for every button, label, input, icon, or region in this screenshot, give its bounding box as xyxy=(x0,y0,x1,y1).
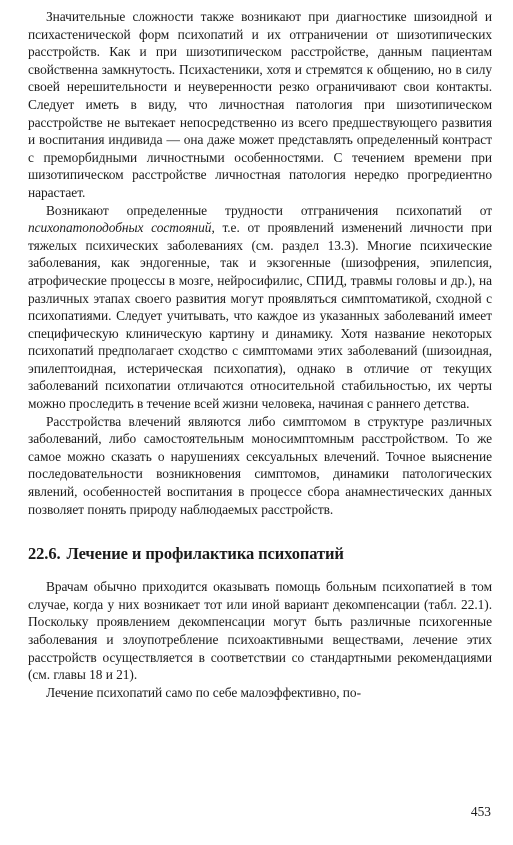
paragraph-text-start: Возникают определенные трудности отграничения психопатий от xyxy=(46,202,492,218)
page-number: 453 xyxy=(470,804,491,819)
book-page xyxy=(28,8,492,701)
paragraph-schizoid-differential: Значительные сложности также возникают при диагностике шизоидной и психастенической форм психопатий и их отграничении от шизотипических расстройств. Как и при шизотипическом расстройстве, данным пациентам свойственна замкнутость. Психастеники, хотя и стремятся к общению, но в силу своей нерешительности и неуверенности резко ограничивают свои контакты. Следует иметь в виду, что личностная патология при шизотипическом расстройстве не вытекает непосредственно из всего предшествующего развития и воспитания индивида — она даже может представлять определенный контраст с преморбидными личностными особенностями. С течением времени при шизотипическом расстройстве личностная патология нередко прогредиентно нарастает. xyxy=(28,9,492,200)
paragraph-psychopathic-like-states xyxy=(28,202,492,413)
section-number: 22.6. xyxy=(28,544,61,564)
paragraph-treatment-decompensation: Врачам обычно приходится оказывать помощь больным психопатией в том случае, когда у них возникает тот или иной вариант декомпенсации (табл. 22.1). Поскольку проявлением декомпенсации могут быть различные психогенные заболевания и злоупотребление психоактивными веществами, лечение этих расстройств осуществляется в соответствии со стандартными рекомендациями (см. главы 18 и 21). xyxy=(28,579,492,683)
paragraph-drive-disorders: Расстройства влечений являются либо симптомом в структуре различных заболеваний, либо самостоятельным моносимптомным расстройством. То же самое можно сказать о нарушениях сексуальных влечений. Точное выяснение последовательности возникновения симптомов, динамики патологических явлений, особенностей воспитания в процессе сбора анамнестических данных позволяет понять природу наблюдаемых расстройств. xyxy=(28,413,492,517)
paragraph-treatment-continued: Лечение психопатий само по себе малоэффективно, по- xyxy=(46,684,361,700)
paragraph-text-end: , т.е. от проявлений изменений личности при тяжелых психических заболеваниях (см. раздел 13.3). Многие психические заболевания, как эндогенные, так и экзогенные (шизофрения, эпилепсия, атрофические процессы в мозге, нейросифилис, СПИД, травмы головы и др.), на различных этапах своего развития могут проявляться симптоматикой, сходной с психопатиями. Следует учитывать, что каждое из указанных заболеваний имеет специфическую клиническую картину и динамику. Хотя название некоторых психопатий предполагает сходство с симптомами этих заболеваний (шизоидная, эпилептоидная, истерическая психопатия), однако в отличие от текущих заболеваний психопатии отличаются относительной стабильностью, их черты можно проследить в течение всей жизни человека, начиная с раннего детства. xyxy=(28,220,492,412)
section-heading xyxy=(28,544,492,564)
section-title: Лечение и профилактика психопатий xyxy=(66,544,344,564)
italic-term: психопатоподобных состояний xyxy=(28,220,212,236)
